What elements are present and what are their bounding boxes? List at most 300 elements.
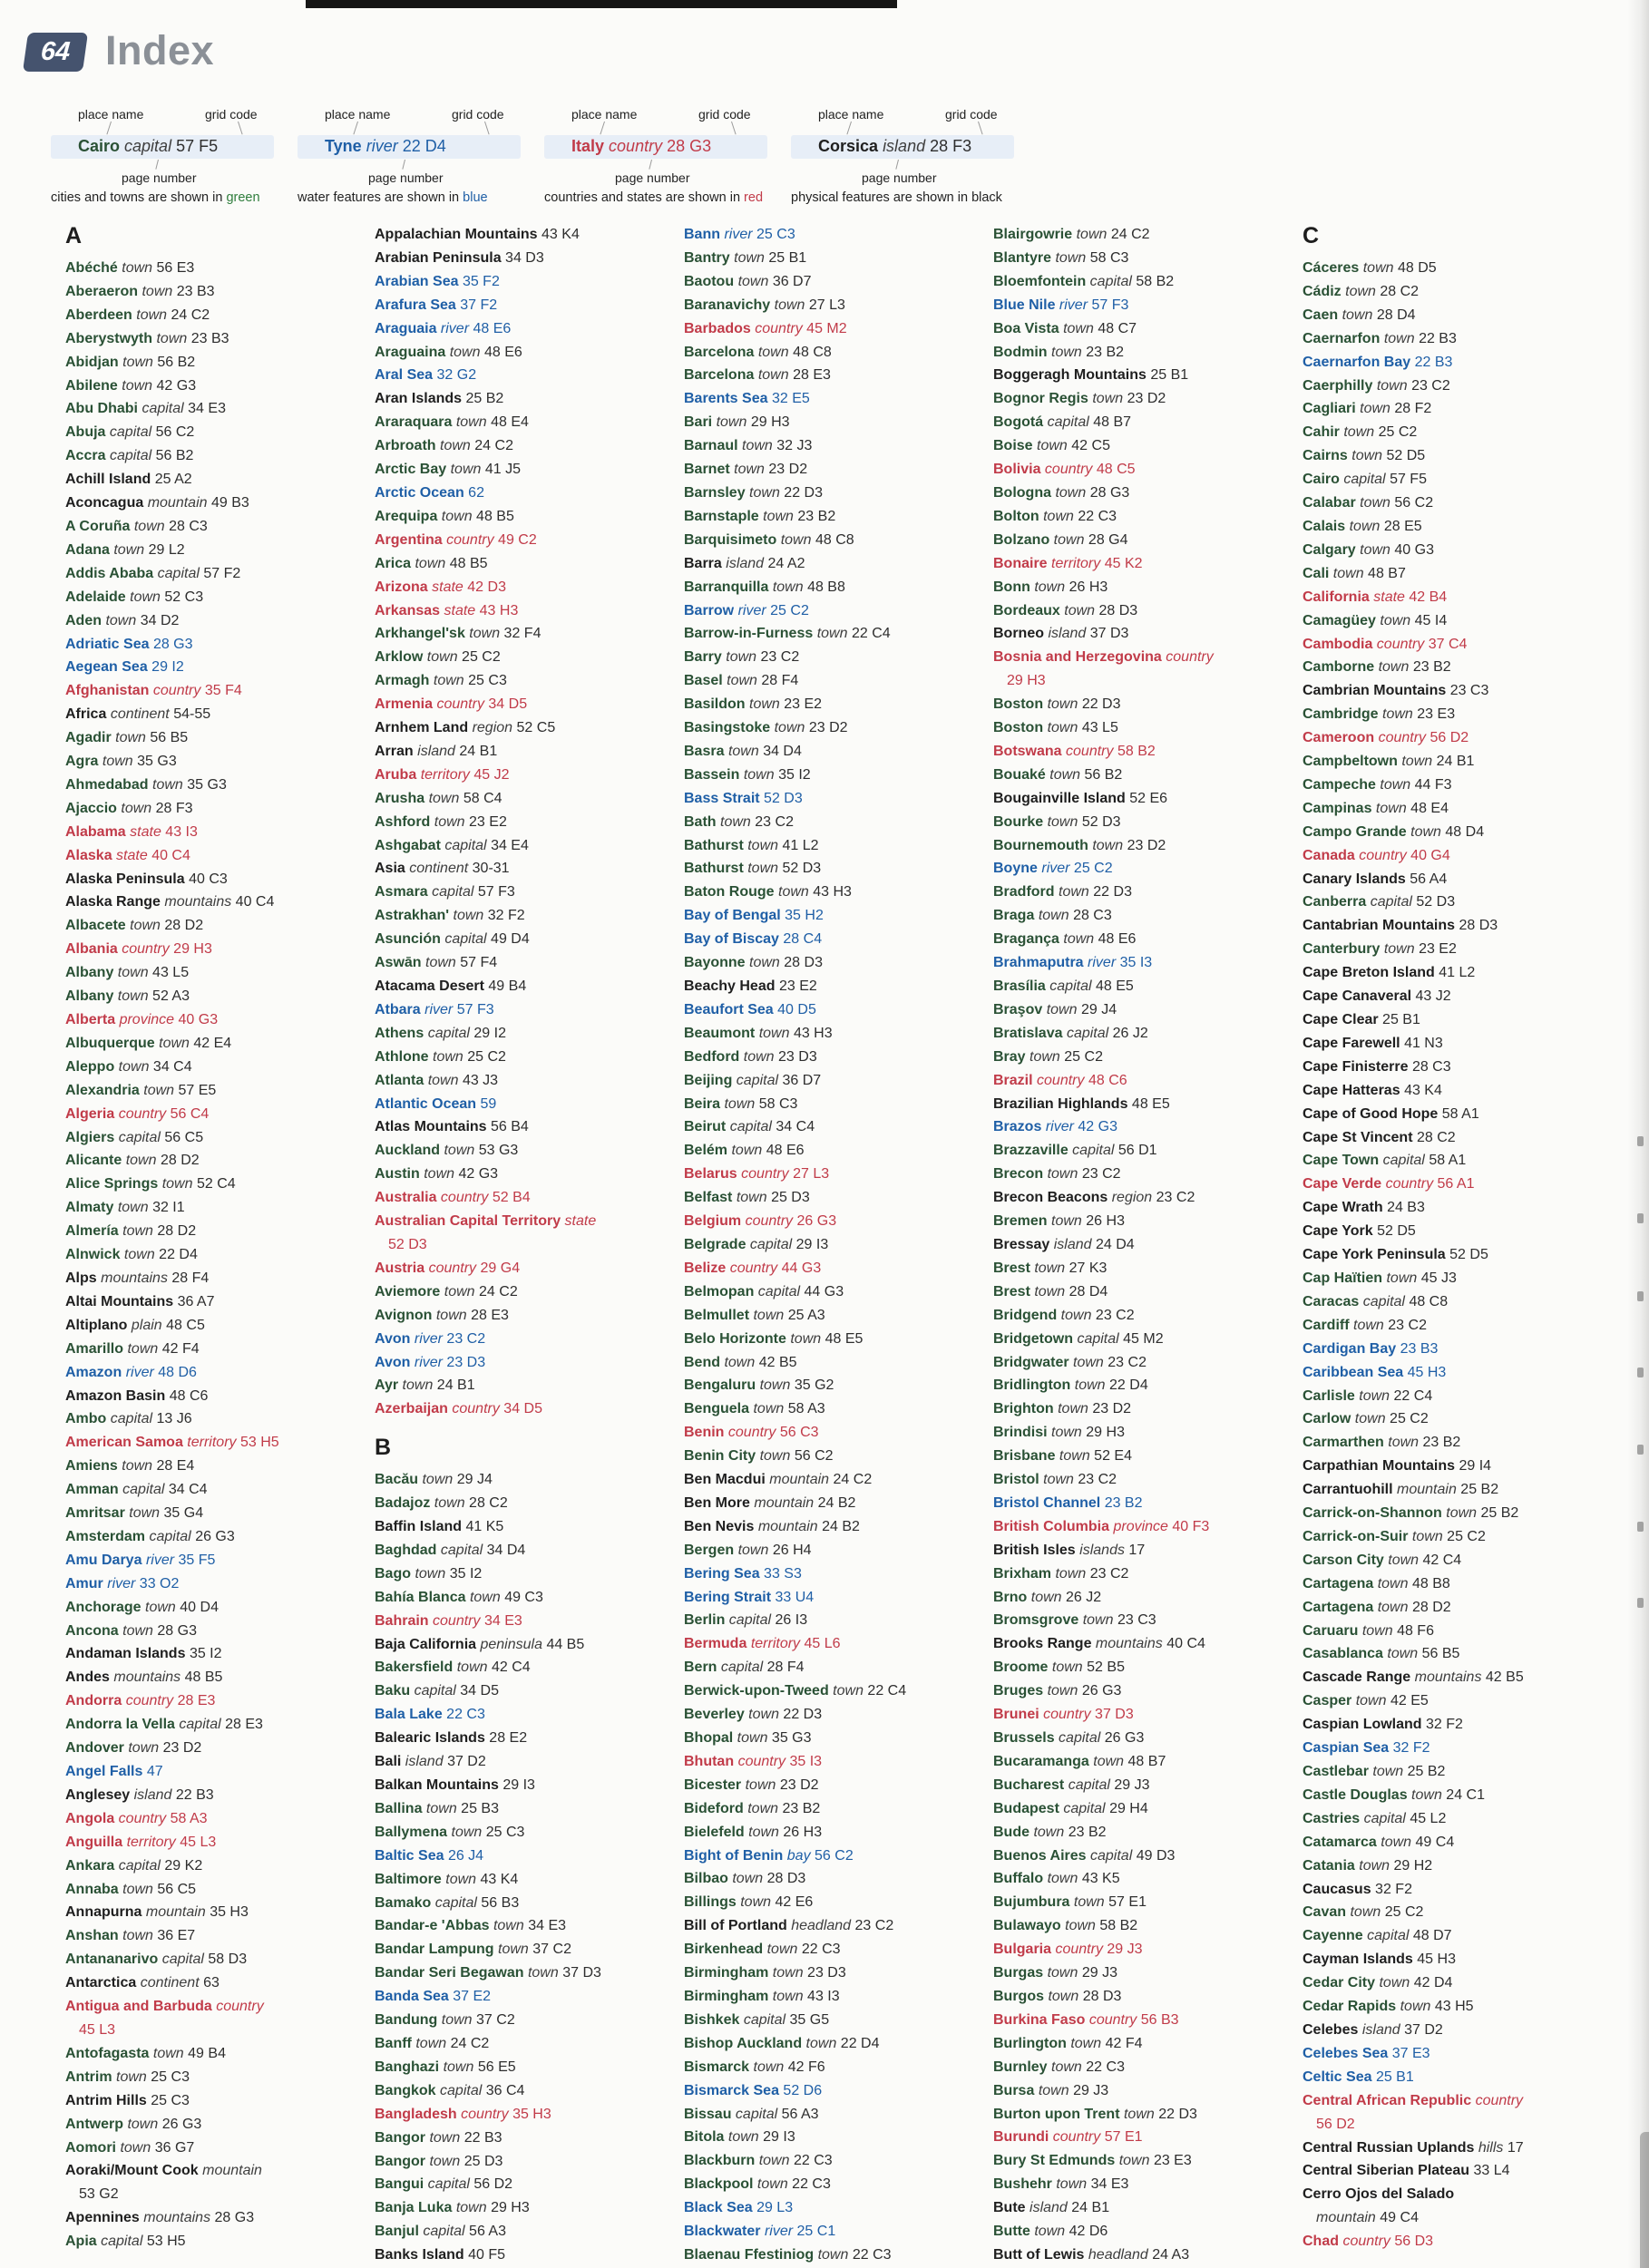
entry-place-name: Brest (993, 1283, 1030, 1299)
entry-page-grid-ref: 23 D2 (1092, 1401, 1132, 1417)
entry-descriptor: town (133, 518, 165, 534)
entry-page-grid-ref: 24 B3 (1387, 1200, 1425, 1216)
entry-page-grid-ref: 43 I3 (165, 823, 198, 840)
index-entry (375, 1774, 654, 1797)
index-entry (375, 1610, 654, 1633)
entry-page-grid-ref: 58 B2 (1099, 1918, 1138, 1934)
index-entry (993, 928, 1273, 951)
entry-descriptor: town (1446, 1505, 1478, 1522)
index-entry (375, 1210, 654, 1257)
entry-place-name: Anguilla (65, 1834, 123, 1850)
entry-descriptor: capital (1343, 472, 1386, 488)
index-entry (375, 599, 654, 623)
index-entry (1303, 656, 1582, 679)
entry-place-name: Cahir (1303, 424, 1340, 441)
entry-page-grid-ref: 45 J2 (473, 766, 510, 783)
entry-descriptor: town (121, 800, 152, 816)
page-number-badge (23, 33, 88, 72)
entry-place-name: Bielefeld (684, 1824, 745, 1840)
entry-page-grid-ref: 28 D3 (1098, 602, 1138, 618)
entry-page-grid-ref: 37 E3 (1391, 2045, 1430, 2061)
entry-page-grid-ref: 28 D2 (164, 918, 204, 934)
index-entry (993, 1774, 1273, 1797)
index-entry (65, 844, 345, 868)
entry-descriptor: territory (1051, 555, 1101, 571)
entry-page-grid-ref: 48 C8 (1409, 1293, 1449, 1309)
index-entry (993, 787, 1273, 811)
index-entry (65, 539, 345, 562)
entry-page-grid-ref: 56 B3 (1140, 2011, 1179, 2028)
index-entry (1303, 1620, 1582, 1643)
entry-place-name: California (1303, 589, 1370, 605)
entry-descriptor: continent (110, 706, 170, 723)
entry-descriptor: mountain (147, 495, 208, 511)
entry-page-grid-ref: 35 F5 (178, 1552, 216, 1568)
entry-place-name: Baltimore (375, 1871, 442, 1887)
index-entry (684, 1163, 963, 1186)
entry-page-grid-ref: 56 B3 (481, 1894, 520, 1911)
entry-page-grid-ref: 56 B2 (1084, 766, 1123, 783)
entry-page-grid-ref: 56 C5 (157, 1881, 197, 1897)
index-entry (65, 515, 345, 539)
entry-page-grid-ref: 41 L2 (782, 837, 819, 853)
entry-place-name: Bengaluru (684, 1377, 756, 1394)
entry-descriptor: town (1051, 2059, 1082, 2075)
entry-place-name: Bulawayo (993, 1918, 1061, 1934)
index-entry (375, 529, 654, 552)
entry-descriptor: region (472, 720, 513, 736)
entry-page-grid-ref: 48 B7 (1368, 565, 1406, 581)
entry-place-name: Carlisle (1303, 1387, 1355, 1404)
entry-page-grid-ref: 42 C5 (1071, 438, 1110, 454)
entry-descriptor: town (1410, 823, 1441, 840)
index-entry (65, 1008, 345, 1032)
entry-place-name: Amu Darya (65, 1552, 142, 1568)
entry-place-name: Carrick-on-Suir (1303, 1528, 1409, 1544)
entry-page-grid-ref: 48 B7 (1093, 414, 1132, 431)
entry-page-grid-ref: 52 C5 (516, 720, 556, 736)
entry-page-grid-ref: 29 H3 (1086, 1425, 1125, 1441)
entry-place-name: Belmopan (684, 1283, 755, 1299)
entry-descriptor: capital (1059, 1730, 1101, 1746)
index-entry (684, 2103, 963, 2127)
legend-example-name: Italy (571, 137, 605, 155)
entry-place-name: Bishop Auckland (684, 2035, 803, 2051)
entry-page-grid-ref: 28 D4 (1068, 1283, 1108, 1299)
index-entry (65, 1314, 345, 1338)
index-entry (375, 552, 654, 576)
entry-descriptor: town (778, 884, 809, 900)
entry-place-name: Antarctica (65, 1975, 137, 1991)
entry-place-name: Brahmaputra (993, 955, 1084, 971)
entry-place-name: Caspian Sea (1303, 1740, 1390, 1757)
entry-place-name: Amsterdam (65, 1528, 146, 1544)
entry-descriptor: town (759, 1377, 791, 1394)
index-entry (1303, 821, 1582, 844)
entry-descriptor: territory (187, 1435, 237, 1451)
index-entry (684, 2056, 963, 2079)
entry-descriptor: town (433, 673, 464, 689)
entry-page-grid-ref: 34 E3 (1090, 2176, 1129, 2193)
entry-descriptor: town (748, 1707, 779, 1723)
entry-page-grid-ref: 48 F6 (1397, 1622, 1434, 1639)
index-entry (65, 1385, 345, 1408)
index-entry (1303, 562, 1582, 586)
index-entry (65, 1596, 345, 1620)
index-entry (993, 1046, 1273, 1069)
entry-descriptor: town (1059, 1448, 1090, 1465)
index-entry (375, 2032, 654, 2056)
index-entry (1303, 1901, 1582, 1924)
entry-page-grid-ref: 45 L6 (804, 1636, 841, 1652)
entry-place-name: Abilene (65, 377, 118, 394)
entry-place-name: Brazil (993, 1072, 1033, 1088)
entry-descriptor: town (117, 1200, 149, 1216)
index-entry (684, 1774, 963, 1797)
entry-descriptor: town (758, 1025, 790, 1041)
entry-place-name: Bari (684, 414, 713, 431)
entry-descriptor: capital (440, 2082, 483, 2098)
index-entry (1303, 938, 1582, 961)
index-entry (375, 2079, 654, 2103)
entry-place-name: Arctic Bay (375, 462, 447, 478)
entry-place-name: Brazilian Highlands (993, 1095, 1128, 1112)
entry-page-grid-ref: 52 B4 (492, 1190, 531, 1206)
entry-place-name: Bandar-e 'Abbas (375, 1918, 490, 1934)
entry-place-name: Brazzaville (993, 1143, 1068, 1159)
entry-page-grid-ref: 45 I4 (1414, 612, 1448, 628)
entry-place-name: Barents Sea (684, 391, 768, 407)
entry-page-grid-ref: 40 C4 (1166, 1636, 1205, 1652)
entry-place-name: Berlin (684, 1612, 726, 1629)
entry-place-name: Caucasus (1303, 1881, 1371, 1897)
index-entry (684, 458, 963, 482)
entry-descriptor: town (757, 344, 789, 360)
entry-descriptor: town (1387, 1646, 1419, 1662)
entry-descriptor: capital (720, 1660, 764, 1676)
entry-place-name: Cape York (1303, 1223, 1373, 1240)
entry-descriptor: town (455, 414, 487, 431)
entry-place-name: Bologna (993, 484, 1051, 501)
entry-place-name: Bremen (993, 1213, 1048, 1230)
entry-descriptor: town (724, 1095, 756, 1112)
legend-connector-line (106, 122, 112, 135)
entry-descriptor: town (434, 1495, 465, 1512)
legend-connector-line (846, 122, 852, 135)
entry-place-name: Badajoz (375, 1495, 431, 1512)
entry-page-grid-ref: 23 C2 (854, 1918, 894, 1934)
index-entry (684, 1069, 963, 1093)
entry-descriptor: town (720, 813, 751, 830)
entry-place-name: Cáceres (1303, 260, 1360, 276)
entry-place-name: Banja Luka (375, 2200, 453, 2216)
entry-place-name: Cali (1303, 565, 1330, 581)
entry-page-grid-ref: 26 G3 (1081, 1683, 1122, 1699)
legend-connector-line (649, 160, 652, 170)
index-column-3 (684, 223, 963, 2267)
entry-place-name: Adana (65, 541, 110, 558)
index-entry (65, 2206, 345, 2230)
entry-descriptor: river (414, 1354, 443, 1370)
index-entry (1303, 257, 1582, 280)
index-entry (65, 1431, 345, 1455)
entry-page-grid-ref: 29 L2 (148, 541, 185, 558)
entry-page-grid-ref: 62 (468, 484, 484, 501)
legend-page-number-label: page number (615, 170, 690, 185)
entry-place-name: Anchorage (65, 1599, 141, 1615)
entry-page-grid-ref: 53 H5 (146, 2234, 186, 2250)
entry-page-grid-ref: 48 B5 (184, 1669, 223, 1686)
index-entry (993, 2196, 1273, 2220)
entry-place-name: Bhopal (684, 1730, 734, 1746)
entry-page-grid-ref: 26 J2 (1066, 1589, 1102, 1605)
index-entry (375, 576, 654, 599)
index-entry (1303, 1995, 1582, 2019)
entry-descriptor: capital (157, 565, 200, 581)
entry-page-grid-ref: 57 F2 (203, 565, 241, 581)
entry-page-grid-ref: 43 J3 (462, 1072, 499, 1088)
entry-page-grid-ref: 29 H3 (750, 414, 790, 431)
index-entry (1303, 539, 1582, 562)
entry-descriptor: town (429, 2129, 461, 2146)
entry-descriptor: capital (1370, 894, 1412, 910)
entry-descriptor: country (741, 1166, 789, 1183)
entry-page-grid-ref: 56 A1 (1437, 1176, 1475, 1192)
index-entry (993, 716, 1273, 740)
index-entry (1303, 397, 1582, 421)
entry-page-grid-ref: 24 B1 (459, 743, 498, 759)
index-entry (684, 1421, 963, 1445)
index-entry (993, 646, 1273, 693)
index-entry (684, 951, 963, 975)
entry-page-grid-ref: 28 G3 (214, 2210, 255, 2226)
entry-descriptor: country (1066, 743, 1114, 759)
entry-page-grid-ref: 40 C4 (235, 894, 275, 910)
entry-page-grid-ref: 35 G3 (187, 776, 227, 793)
entry-page-grid-ref: 41 K5 (465, 1519, 504, 1535)
index-entry (684, 2196, 963, 2220)
index-entry (993, 834, 1273, 858)
entry-descriptor: town (1076, 227, 1107, 242)
index-entry (65, 1267, 345, 1290)
entry-place-name: Bray (993, 1048, 1026, 1065)
index-entry (684, 2079, 963, 2103)
entry-page-grid-ref: 49 B4 (488, 978, 527, 994)
entry-descriptor: state (130, 823, 161, 840)
entry-descriptor: river (1059, 297, 1088, 313)
entry-descriptor: capital (1047, 414, 1089, 431)
index-entry (684, 2009, 963, 2032)
entry-page-grid-ref: 48 C6 (169, 1387, 209, 1404)
entry-page-grid-ref: 48 D4 (1445, 823, 1485, 840)
entry-place-name: Cape Farewell (1303, 1035, 1400, 1051)
entry-place-name: Barra (684, 555, 722, 571)
entry-page-grid-ref: 56 B4 (491, 1119, 529, 1135)
entry-place-name: Alps (65, 1270, 97, 1286)
entry-page-grid-ref: 23 C2 (1107, 1354, 1146, 1370)
index-entry (65, 1079, 345, 1103)
entry-place-name: Arkansas (375, 602, 441, 618)
entry-page-grid-ref: 22 C3 (852, 2246, 892, 2263)
entry-place-name: Bandar Seri Begawan (375, 1965, 524, 1981)
entry-page-grid-ref: 48 C5 (1096, 462, 1136, 478)
index-entry (684, 622, 963, 646)
index-entry (684, 505, 963, 529)
entry-place-name: Bodmin (993, 344, 1048, 360)
entry-descriptor: river (1088, 955, 1117, 971)
index-entry (375, 1139, 654, 1163)
entry-place-name: Africa (65, 706, 107, 723)
entry-page-grid-ref: 23 B3 (1400, 1340, 1439, 1357)
entry-page-grid-ref: 58 A1 (1429, 1153, 1467, 1169)
index-entry (65, 1032, 345, 1056)
entry-page-grid-ref: 34 E3 (528, 1918, 567, 1934)
index-entry (65, 2137, 345, 2160)
entry-place-name: Cape Town (1303, 1153, 1380, 1169)
index-entry (375, 247, 654, 270)
index-entry (375, 387, 654, 411)
entry-page-grid-ref: 48 B7 (1127, 1753, 1166, 1769)
index-entry (375, 1069, 654, 1093)
entry-descriptor: country (1359, 847, 1407, 863)
index-entry (65, 1149, 345, 1173)
entry-page-grid-ref: 34 C4 (168, 1482, 208, 1498)
entry-descriptor: country (446, 531, 494, 548)
entry-place-name: Carrantuohill (1303, 1482, 1393, 1498)
entry-page-grid-ref: 52 D5 (1449, 1247, 1488, 1263)
legend-example-ref: 28 G3 (667, 137, 712, 155)
entry-page-grid-ref: 23 D2 (779, 1776, 819, 1793)
entry-page-grid-ref: 25 C2 (1384, 1904, 1424, 1921)
entry-place-name: Aoraki/Mount Cook (65, 2163, 199, 2179)
scan-artifact (1637, 1213, 1644, 1223)
entry-place-name: Bradford (993, 884, 1055, 900)
legend-place-name-label: place name (818, 107, 884, 122)
index-entry (375, 716, 654, 740)
entry-page-grid-ref: 45 M2 (806, 320, 847, 336)
entry-descriptor: town (1361, 1622, 1393, 1639)
entry-descriptor: town (122, 1458, 153, 1475)
entry-descriptor: headland (791, 1918, 852, 1934)
index-entry (375, 1656, 654, 1679)
index-entry (65, 1361, 345, 1385)
entry-descriptor: town (736, 1190, 767, 1206)
entry-page-grid-ref: 26 G3 (1104, 1730, 1145, 1746)
index-entry (684, 2032, 963, 2056)
entry-page-grid-ref: 29 K2 (164, 1857, 203, 1874)
entry-place-name: Bayonne (684, 955, 746, 971)
entry-place-name: Athlone (375, 1048, 429, 1065)
entry-page-grid-ref: 56 C2 (794, 1448, 834, 1465)
entry-page-grid-ref: 52 D3 (782, 861, 822, 877)
index-entry (375, 834, 654, 858)
entry-descriptor: town (152, 2045, 184, 2061)
legend-page-number-label: page number (368, 170, 444, 185)
entry-page-grid-ref: 28 E3 (471, 1307, 509, 1323)
entry-page-grid-ref: 25 A3 (787, 1307, 825, 1323)
entry-descriptor: capital (427, 1025, 470, 1041)
index-entry (375, 505, 654, 529)
index-entry (1303, 1854, 1582, 1878)
entry-place-name: Bruges (993, 1683, 1044, 1699)
entry-place-name: Alexandria (65, 1082, 140, 1098)
entry-page-grid-ref: 28 F4 (761, 673, 799, 689)
entry-page-grid-ref: 23 E2 (778, 978, 817, 994)
index-entry (993, 1797, 1273, 1821)
entry-descriptor: town (113, 541, 145, 558)
entry-descriptor: town (402, 1377, 434, 1394)
entry-page-grid-ref: 28 F3 (155, 800, 193, 816)
entry-descriptor: island (1048, 626, 1087, 642)
index-entry (684, 270, 963, 294)
entry-place-name: Arnhem Land (375, 720, 469, 736)
entry-page-grid-ref: 23 D2 (1127, 837, 1166, 853)
entry-page-grid-ref: 56 C2 (815, 1847, 854, 1864)
index-entry (1303, 421, 1582, 444)
index-entry (65, 1901, 345, 1924)
entry-descriptor: town (737, 1730, 768, 1746)
index-entry (1303, 1243, 1582, 1267)
index-entry (684, 411, 963, 434)
index-entry (684, 1022, 963, 1046)
index-entry (684, 904, 963, 928)
entry-place-name: Boyne (993, 861, 1038, 877)
index-entry (993, 1586, 1273, 1610)
entry-page-grid-ref: 35 H3 (210, 1904, 249, 1921)
index-entry (684, 1797, 963, 1821)
entry-place-name: Bolivia (993, 462, 1041, 478)
entry-descriptor: town (156, 330, 188, 346)
entry-page-grid-ref: 56 D3 (1394, 2234, 1434, 2250)
entry-place-name: Accra (65, 448, 106, 464)
entry-page-grid-ref: 53 H5 (239, 1435, 279, 1451)
entry-descriptor: river (1045, 1119, 1074, 1135)
index-entry (65, 868, 345, 891)
entry-page-grid-ref: 23 B3 (190, 330, 229, 346)
index-entry (65, 1220, 345, 1243)
entry-page-grid-ref: 36 G7 (154, 2139, 195, 2156)
entry-descriptor: capital (1090, 1847, 1133, 1864)
entry-place-name: Cayenne (1303, 1928, 1363, 1944)
entry-place-name: Budapest (993, 1800, 1059, 1816)
index-entry (375, 1374, 654, 1397)
entry-page-grid-ref: 45 M2 (1123, 1330, 1164, 1347)
index-entry (993, 223, 1273, 247)
entry-place-name: Aden (65, 612, 102, 628)
entry-place-name: Belmullet (684, 1307, 750, 1323)
entry-page-grid-ref: 42 E6 (775, 1894, 814, 1911)
entry-page-grid-ref: 22 B3 (1419, 330, 1457, 346)
index-entry (65, 1948, 345, 1971)
entry-descriptor: country (737, 1753, 786, 1769)
entry-page-grid-ref: 37 F2 (460, 297, 498, 313)
index-entry (375, 482, 654, 505)
entry-descriptor: country (1342, 2234, 1390, 2250)
entry-descriptor: town (1043, 1472, 1074, 1488)
entry-descriptor: town (747, 1800, 779, 1816)
legend-group-countries (544, 107, 791, 209)
entry-descriptor: town (426, 649, 458, 666)
entry-descriptor: town (122, 1881, 153, 1897)
entry-page-grid-ref: 28 E5 (1383, 518, 1422, 534)
entry-page-grid-ref: 22 C3 (1086, 2059, 1125, 2075)
index-entry (375, 1257, 654, 1280)
entry-page-grid-ref: 35 H3 (512, 2106, 551, 2122)
entry-descriptor: river (424, 1001, 454, 1017)
entry-place-name: Bristol (993, 1472, 1039, 1488)
index-entry (684, 1233, 963, 1257)
entry-page-grid-ref: 57 F3 (477, 884, 515, 900)
